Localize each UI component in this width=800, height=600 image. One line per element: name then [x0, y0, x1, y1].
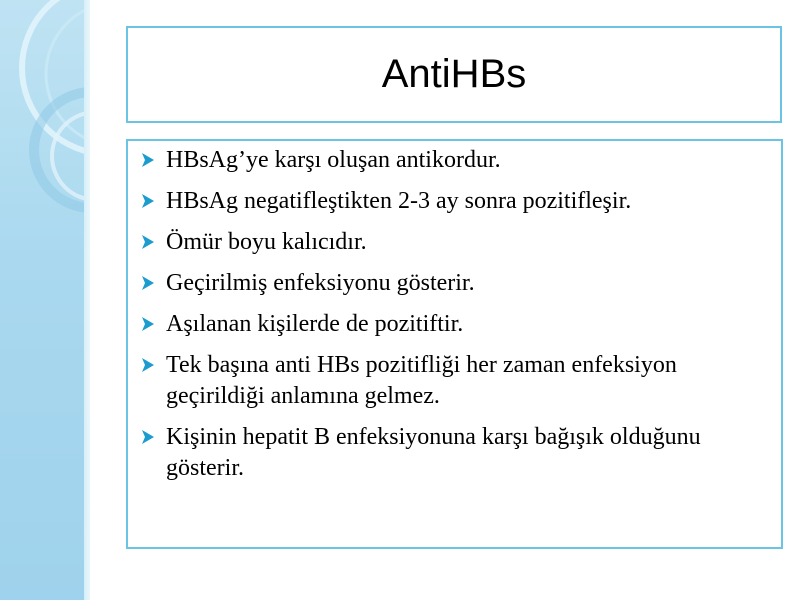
slide-title: AntiHBs — [381, 52, 527, 96]
bullet-item — [142, 309, 771, 340]
bullet-text: Tek başına anti HBs pozitifliği her zaman enfeksiyon geçirildiği anlamına gelmez. — [166, 352, 677, 409]
arrow-bullet-icon — [142, 276, 154, 290]
bullet-item — [142, 227, 771, 258]
circle-swirl-decoration — [0, 0, 90, 600]
bullet-item — [142, 186, 771, 217]
arrow-bullet-icon — [142, 194, 154, 208]
decorative-side-band — [0, 0, 90, 600]
arrow-bullet-icon — [142, 317, 154, 331]
bullet-text: Geçirilmiş enfeksiyonu gösterir. — [166, 270, 475, 296]
bullet-item — [142, 350, 771, 412]
bullet-item — [142, 145, 771, 176]
bullet-text: Kişinin hepatit B enfeksiyonuna karşı bağışık olduğunu gösterir. — [166, 424, 701, 481]
arrow-bullet-icon — [142, 153, 154, 167]
bullet-text: Aşılanan kişilerde de pozitiftir. — [166, 311, 464, 337]
arrow-bullet-icon — [142, 430, 154, 444]
arrow-bullet-icon — [142, 235, 154, 249]
title-box — [126, 26, 782, 123]
bullet-text: HBsAg negatifleştikten 2-3 ay sonra pozitifleşir. — [166, 188, 632, 214]
bullet-list — [128, 141, 781, 484]
bullet-text: HBsAg’ye karşı oluşan antikordur. — [166, 147, 501, 173]
bullet-item — [142, 268, 771, 299]
content-box — [126, 139, 783, 549]
side-stripe — [84, 0, 90, 600]
bullet-item — [142, 422, 771, 484]
arrow-bullet-icon — [142, 358, 154, 372]
bullet-text: Ömür boyu kalıcıdır. — [166, 229, 367, 255]
